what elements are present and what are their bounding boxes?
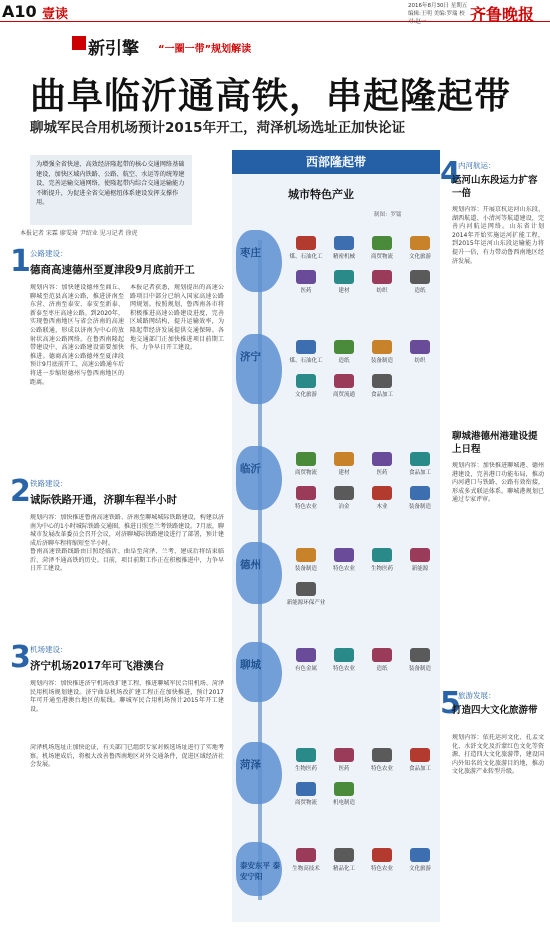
industry-item xyxy=(400,236,440,260)
industry-label: 医药 xyxy=(376,470,388,476)
industry-label: 装备制造 xyxy=(294,566,317,572)
industry-icon xyxy=(334,648,354,662)
industry-item xyxy=(324,374,364,398)
industry-item xyxy=(400,270,440,294)
section-4-body: 规划内容：开展京杭运河山东段、湖西航道、小清河等航道建设，完善内河航运网络。山东省计划2014年开始实施运河扩能工程，到2015年运河山东段运输能力将提升一倍，有力带动鲁西南地区经济发展。 xyxy=(452,206,544,265)
industry-item xyxy=(324,748,364,772)
issue-info xyxy=(408,2,468,26)
industry-item xyxy=(286,270,326,294)
industry-item xyxy=(324,548,364,572)
industry-label: 医药 xyxy=(338,766,350,772)
industry-label: 装备制造 xyxy=(408,666,431,672)
city-map-shape xyxy=(236,642,282,702)
city-label: 济宁 xyxy=(240,351,261,363)
ports-title: 聊城港德州港建设提上日程 xyxy=(452,431,538,455)
city-map-shape xyxy=(236,742,282,804)
industry-item xyxy=(286,340,326,364)
industry-label: 生物高技术 xyxy=(292,866,320,872)
industry-label: 造纸 xyxy=(338,358,350,364)
industry-icon xyxy=(296,340,316,354)
lead-paragraph: 为增强全省快速、高效经济隆起带的核心交通网络基础建设，加快区域内铁路、公路、航空、水运等的统筹建设，完善运输交通网络，使隆起带内综合交通运输能力不断提升，为促进全省交通枢纽体系建设发挥支撑作用。 xyxy=(30,155,192,225)
industry-icon xyxy=(334,548,354,562)
industry-label: 新能源 xyxy=(411,566,429,572)
industry-label: 有色金属 xyxy=(294,666,317,672)
industry-item xyxy=(362,340,402,364)
section-4-title: 运河山东段运力扩容一倍 xyxy=(452,175,538,199)
industry-icon xyxy=(296,374,316,388)
kicker-mark-icon xyxy=(72,36,86,50)
industry-item xyxy=(400,340,440,364)
industry-label: 纺织 xyxy=(414,358,426,364)
industry-icon xyxy=(334,340,354,354)
industry-label: 商贸物流 xyxy=(294,470,317,476)
industry-label: 机电制造 xyxy=(332,800,355,806)
industry-label: 生物医药 xyxy=(370,566,393,572)
industry-label: 特色农业 xyxy=(294,504,317,510)
subhead: 聊城军民合用机场预计2015年开工，菏泽机场选址正加快论证 xyxy=(30,120,406,136)
industry-icon xyxy=(296,452,316,466)
ports-body: 规划内容：加快推进聊城港、德州港建设，完善港口功能布局，推动内河港口与铁路、公路有效衔接，形成多式联运体系。聊城港规划已通过专家评审。 xyxy=(452,462,544,504)
industry-item xyxy=(286,374,326,398)
industry-icon xyxy=(334,486,354,500)
city-label: 聊城 xyxy=(240,659,261,671)
industry-label: 商贸物流 xyxy=(294,800,317,806)
industry-icon xyxy=(334,374,354,388)
industry-label: 精品化工 xyxy=(332,866,355,872)
city-label: 泰安东平 泰安宁阳 xyxy=(240,861,281,881)
industry-icon xyxy=(410,648,430,662)
industry-item xyxy=(400,452,440,476)
industry-label: 装备制造 xyxy=(370,358,393,364)
industry-item xyxy=(362,748,402,772)
industry-item xyxy=(324,648,364,672)
section-5-label: 旅游发展： xyxy=(458,691,496,700)
industry-item xyxy=(362,548,402,572)
section-3-label: 机场建设： xyxy=(30,645,68,654)
industry-item xyxy=(324,270,364,294)
industry-icon xyxy=(410,486,430,500)
industry-item xyxy=(362,486,402,510)
industry-item xyxy=(362,270,402,294)
industry-icon xyxy=(372,848,392,862)
industry-item xyxy=(400,486,440,510)
industry-item xyxy=(286,486,326,510)
industry-item xyxy=(286,582,326,606)
industry-item xyxy=(286,648,326,672)
section-2-title: 诚际铁路开通，济聊车程半小时 xyxy=(30,494,177,506)
industry-label: 造纸 xyxy=(376,666,388,672)
section-3-body-b: 菏泽机场选址正加快论证，有关部门已组织专家对候选场址进行了实地考察。机场建成后，将极大改善鲁西南地区对外交通条件，促进区域经济社会发展。 xyxy=(30,744,224,769)
issue-line-1: 2016年8月30日 星期五 xyxy=(408,3,468,9)
industry-icon xyxy=(296,236,316,250)
industry-icon xyxy=(334,236,354,250)
industry-label: 煤、石油化工 xyxy=(289,254,323,260)
industry-label: 特色农业 xyxy=(332,666,355,672)
industry-label: 纺织 xyxy=(376,288,388,294)
industry-label: 建材 xyxy=(338,288,350,294)
industry-item xyxy=(286,452,326,476)
panel-subtitle: 城市特色产业 xyxy=(288,188,354,201)
industry-icon xyxy=(296,486,316,500)
industry-label: 食品加工 xyxy=(370,392,393,398)
industry-label: 生物医药 xyxy=(294,766,317,772)
industry-icon xyxy=(296,582,316,596)
industry-item xyxy=(362,648,402,672)
industry-item xyxy=(362,452,402,476)
industry-icon xyxy=(372,648,392,662)
section-5-body: 规划内容：依托运河文化、孔孟文化、水浒文化及沂蒙红色文化等资源，打造四大文化旅游带，建设国内外知名的文化旅游目的地，推动文化旅游产业转型升级。 xyxy=(452,734,544,776)
industry-label: 文化旅游 xyxy=(294,392,317,398)
industry-label: 装备制造 xyxy=(408,504,431,510)
industry-label: 食品加工 xyxy=(408,470,431,476)
industry-icon xyxy=(296,548,316,562)
section-tag: 壹读 xyxy=(42,7,69,22)
industry-label: 医药 xyxy=(300,288,312,294)
section-5-title: 打造四大文化旅游带 xyxy=(452,705,538,716)
kicker-main: 新引擎 xyxy=(88,39,139,59)
section-3-body-a: 规划内容：加快推进济宁机场改扩建工程，推进聊城军民合用机场、菏泽民用机场规划建设。济宁曲阜机场改扩建工程正在加快推进，预计2017年可开通至港澳台地区的航线。聊城军民合用机场预计2015年开工建设。 xyxy=(30,680,224,713)
industry-icon xyxy=(334,782,354,796)
top-bar xyxy=(0,0,550,25)
panel-credit: 制图：罗镭 xyxy=(374,212,402,218)
industry-label: 特色农业 xyxy=(332,566,355,572)
industry-label: 特色农业 xyxy=(370,766,393,772)
headline: 曲阜临沂通高铁，串起隆起带 xyxy=(30,76,512,117)
industry-item xyxy=(324,452,364,476)
industry-item xyxy=(324,236,364,260)
industry-item xyxy=(286,782,326,806)
industry-label: 建材 xyxy=(338,470,350,476)
section-1-label: 公路建设： xyxy=(30,249,68,258)
industry-icon xyxy=(296,848,316,862)
section-1-title: 德商高速德州至夏津段9月底前开工 xyxy=(30,264,195,276)
industry-label: 食品加工 xyxy=(408,766,431,772)
industry-icon xyxy=(334,748,354,762)
city-map-shape xyxy=(236,542,282,604)
industry-item xyxy=(362,848,402,872)
industry-icon xyxy=(296,648,316,662)
industry-icon xyxy=(372,748,392,762)
city-map-shape xyxy=(236,334,282,404)
industry-label: 造纸 xyxy=(414,288,426,294)
city-label: 临沂 xyxy=(240,463,261,475)
industry-icon xyxy=(410,548,430,562)
industry-item xyxy=(400,648,440,672)
industry-item xyxy=(286,748,326,772)
industry-icon xyxy=(372,452,392,466)
section-4-number: 4 xyxy=(440,156,461,191)
industry-item xyxy=(362,236,402,260)
section-3-title: 济宁机场2017年可飞港澳台 xyxy=(30,660,165,672)
industry-icon xyxy=(334,270,354,284)
panel-title: 西部隆起带 xyxy=(305,155,366,169)
industry-label: 精密机械 xyxy=(332,254,355,260)
industry-item xyxy=(400,548,440,572)
industry-label: 冶金 xyxy=(338,504,350,510)
kicker xyxy=(88,34,252,59)
section-2-body-b: 鲁南高速铁路线路由日照经临沂、曲阜至菏泽、兰考，建成后将结束临沂、菏泽不通高铁的历史。目前，项目前期工作正在积极推进中，力争早日开工建设。 xyxy=(30,548,224,573)
industry-item xyxy=(286,848,326,872)
industry-label: 商贸物流 xyxy=(370,254,393,260)
industry-label: 特色农业 xyxy=(370,866,393,872)
industry-icon xyxy=(334,848,354,862)
industry-label: 文化旅游 xyxy=(408,254,431,260)
industry-icon xyxy=(372,486,392,500)
masthead: 齐鲁晚报 xyxy=(470,5,535,24)
industry-icon xyxy=(334,452,354,466)
industry-icon xyxy=(410,236,430,250)
industry-icon xyxy=(372,270,392,284)
industry-item xyxy=(400,748,440,772)
industry-icon xyxy=(410,848,430,862)
section-1-number: 1 xyxy=(10,244,31,279)
industry-icon xyxy=(372,374,392,388)
section-2-label: 铁路建设： xyxy=(30,479,68,488)
industry-label: 新能源环保产业 xyxy=(286,600,326,606)
industry-icon xyxy=(296,748,316,762)
industry-item xyxy=(286,548,326,572)
industry-icon xyxy=(296,782,316,796)
section-3-number: 3 xyxy=(10,640,31,675)
industry-item xyxy=(362,374,402,398)
industry-label: 文化旅游 xyxy=(408,866,431,872)
kicker-sub: “一圈一带”规划解读 xyxy=(158,44,252,55)
industry-item xyxy=(286,236,326,260)
city-label: 枣庄 xyxy=(240,247,261,259)
industry-item xyxy=(400,848,440,872)
industry-icon xyxy=(372,236,392,250)
section-2-number: 2 xyxy=(10,474,31,509)
industry-item xyxy=(324,782,364,806)
issue-line-2: 编辑:王明 美编:罗瑞 校对:赵一 xyxy=(408,11,465,25)
industry-icon xyxy=(410,340,430,354)
city-map-shape xyxy=(236,446,282,510)
page-number: A10 xyxy=(2,2,37,21)
industry-item xyxy=(324,848,364,872)
section-1-body-a: 规划内容：加快建设德州至商丘、聊城至范县高速公路，推进济南至东营、济南至泰安、泰安至新泰、新泰至枣庄高速公路。到2020年，实现鲁西南地区与省会济南的高速公路联通，形成以济南为中心的放射状高速公路网络。在鲁西南隆起带建设中，高速公路建设需要加快推进。德商高速公路德州至夏津段预计9月底前开工，高速公路通车后将进一步缩短德州与鲁西南地区的距离。 xyxy=(30,284,124,386)
section-1-body-b: 本报记者获悉，规划提出的高速公路项目中部分已纳入国家高速公路网规划。按照规划，鲁西南各市将积极推进高速公路建设进度，完善区域路网结构，提升运输效率，为隆起带经济发展提供交通保障。各地交通部门正加快推进项目前期工作，力争早日开工建设。 xyxy=(130,284,224,352)
industry-icon xyxy=(410,748,430,762)
industry-label: 木业 xyxy=(376,504,388,510)
byline: 本报记者 宋霖 廖雯琦 尹绍业 见习记者 徐虎 xyxy=(20,230,138,237)
industry-icon xyxy=(410,270,430,284)
city-label: 德州 xyxy=(240,559,261,571)
city-map-shape xyxy=(236,230,282,292)
city-label: 菏泽 xyxy=(240,759,261,771)
industry-icon xyxy=(296,270,316,284)
industry-label: 煤、石油化工 xyxy=(289,358,323,364)
industry-icon xyxy=(372,548,392,562)
industry-label: 商贸流通 xyxy=(332,392,355,398)
section-2-body-a: 规划内容：加快推进鲁南高速铁路、济南至聊城城际铁路建设，构建以济南为中心的1小时城际铁路交通圈，推进日照至兰考铁路建设。7月底，聊城市发展改革委员会召开会议，对济聊城际铁路建设进行了部署，预计建成后济聊车程将缩短至半小时。 xyxy=(30,514,224,546)
industry-item xyxy=(324,340,364,364)
section-4-label: 内河航运： xyxy=(458,161,496,170)
industry-icon xyxy=(372,340,392,354)
section-5-number: 5 xyxy=(440,686,461,721)
industry-icon xyxy=(410,452,430,466)
industry-item xyxy=(324,486,364,510)
